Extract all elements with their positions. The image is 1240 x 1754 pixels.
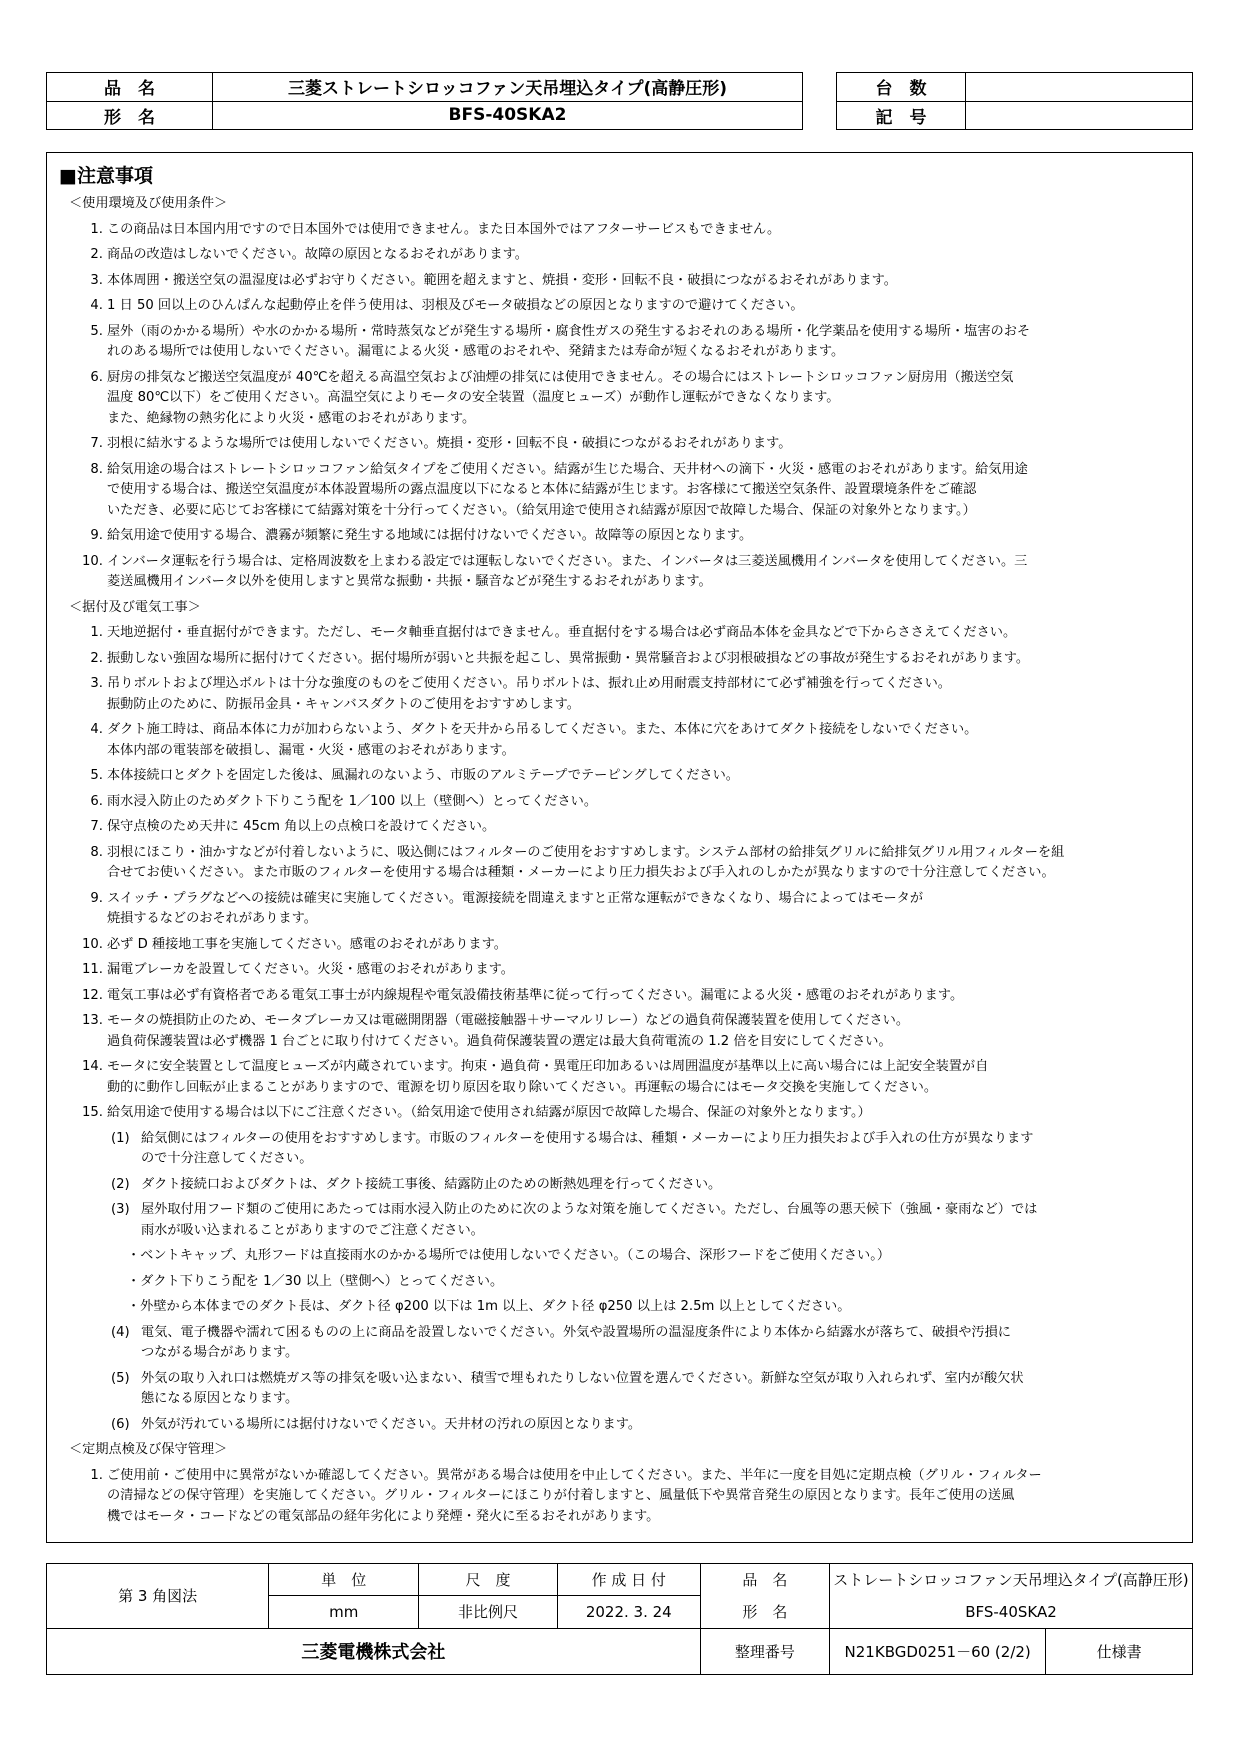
note-line: 羽根にほこり・油かすなどが付着しないように、吸込側にはフィルターのご使用をおすすめします。システム部材の給排気グリルに給排気グリル用フィルターを組 xyxy=(107,844,1065,860)
note-line: 動的に動作し回転が止まることがありますので、電源を切り原因を取り除いてください。再運転の場合にはモータ交換を実施してください。 xyxy=(107,1079,938,1095)
note-bullet xyxy=(47,1272,1192,1293)
item-number: 9. xyxy=(90,528,103,543)
note-item xyxy=(47,935,1192,956)
note-line: 態になる原因となります。 xyxy=(141,1391,299,1406)
note-line: 厨房の排気など搬送空気温度が 40℃を超える高温空気および油煙の排気には使用できません。その場合にはストレートシロッコファン厨房用（搬送空気 xyxy=(107,369,1014,385)
note-line: 機ではモータ・コードなどの電気部品の経年劣化により発煙・発火に至るおそれがあります。 xyxy=(107,1508,660,1524)
scale-value: 非比例尺 xyxy=(419,1596,557,1628)
item-number: 6. xyxy=(90,793,103,809)
doc-type: 仕様書 xyxy=(1046,1628,1193,1674)
company-name: 三菱電機株式会社 xyxy=(47,1628,701,1674)
quantity-label: 台 数 xyxy=(837,73,966,102)
note-line: 本体接続口とダクトを固定した後は、風漏れのないよう、市販のアルミテープでテーピングしてください。 xyxy=(107,768,739,783)
item-number: 4. xyxy=(90,298,103,313)
note-item xyxy=(47,792,1192,813)
item-number: 3. xyxy=(90,676,103,691)
header-table-right xyxy=(836,72,1193,130)
item-number: 13. xyxy=(82,1013,103,1028)
note-line: ・ベントキャップ、丸形フードは直接雨水のかかる場所では使用しないでください。（この場合、深形フードをご使用ください。） xyxy=(127,1248,891,1263)
item-number: 15. xyxy=(82,1105,103,1120)
item-number: (2) xyxy=(111,1176,130,1192)
note-line: モータに安全装置として温度ヒューズが内蔵されています。拘束・過負荷・異電圧印加あるいは周囲温度が基準以上に高い場合には上記安全装置が自 xyxy=(107,1059,989,1074)
footer-table xyxy=(46,1563,1193,1675)
note-line: 保守点検のため天井に 45cm 角以上の点検口を設けてください。 xyxy=(107,819,496,834)
note-line: 必ず D 種接地工事を実施してください。感電のおそれがあります。 xyxy=(107,936,507,952)
note-line: モータの焼損防止のため、モータブレーカ又は電磁開閉器（電磁接触器＋サーマルリレー）などの過負荷保護装置を使用してください。 xyxy=(107,1013,910,1028)
note-line: 羽根に結氷するような場所では使用しないでください。焼損・変形・回転不良・破損につながるおそれがあります。 xyxy=(107,436,792,451)
notes-box xyxy=(46,152,1193,1543)
model-footer: BFS-40SKA2 xyxy=(829,1596,1192,1628)
section-heading: ＜使用環境及び使用条件＞ xyxy=(69,196,228,211)
item-number: (4) xyxy=(111,1324,130,1340)
note-line: 電気、電子機器や濡れて困るものの上に商品を設置しないでください。外気や設置場所の温湿度条件により本体から結露水が落ちて、破損や汚損に xyxy=(141,1324,1011,1340)
item-number: 11. xyxy=(82,962,103,977)
note-line: 漏電ブレーカを設置してください。火災・感電のおそれがあります。 xyxy=(107,962,514,977)
item-number: 5. xyxy=(90,768,103,783)
note-line: 本体周囲・搬送空気の温湿度は必ずお守りください。範囲を超えますと、焼損・変形・回転不良・破損につながるおそれがあります。 xyxy=(107,272,897,288)
item-number: 8. xyxy=(90,461,103,477)
note-item xyxy=(47,245,1192,266)
item-number: 1. xyxy=(90,625,103,640)
note-bullet xyxy=(47,1246,1192,1267)
note-line: 商品の改造はしないでください。故障の原因となるおそれがあります。 xyxy=(107,247,528,262)
date-value: 2022. 3. 24 xyxy=(557,1596,700,1628)
projection-method: 第 3 角図法 xyxy=(47,1564,269,1629)
note-line: 雨水浸入防止のためダクト下りこう配を 1／100 以上（壁側へ）とってください。 xyxy=(107,793,598,809)
item-number: 2. xyxy=(90,650,103,666)
note-item xyxy=(47,1057,1192,1098)
note-item xyxy=(47,889,1192,930)
item-number: 7. xyxy=(90,819,103,834)
note-line: ・外壁から本体までのダクト長は、ダクト径 φ200 以下は 1m 以上、ダクト径 φ250 以上は 2.5m 以上としてください。 xyxy=(127,1299,851,1314)
note-item xyxy=(47,1466,1192,1528)
note-line: 給気側にはフィルターの使用をおすすめします。市販のフィルターを使用する場合は、種類・メーカーにより圧力損失および手入れの仕方が異なります xyxy=(141,1130,1034,1146)
ref-number: N21KBGD0251－60 (2/2) xyxy=(829,1628,1045,1674)
note-subitem xyxy=(47,1200,1192,1241)
item-number: (3) xyxy=(111,1202,130,1217)
model-value: BFS-40SKA2 xyxy=(213,101,803,130)
note-subitem xyxy=(47,1369,1192,1410)
item-number: (1) xyxy=(111,1130,130,1146)
item-number: 4. xyxy=(90,722,103,737)
item-number: (6) xyxy=(111,1416,130,1432)
note-item xyxy=(47,766,1192,787)
symbol-value xyxy=(966,101,1193,130)
item-number: 7. xyxy=(90,436,103,451)
notes-title: ■注意事項 xyxy=(59,165,153,187)
section-heading: ＜据付及び電気工事＞ xyxy=(69,599,201,615)
note-subitem xyxy=(47,1175,1192,1196)
item-number: 6. xyxy=(90,369,103,385)
note-line: 吊りボルトおよび埋込ボルトは十分な強度のものをご使用ください。吊りボルトは、振れ止め用耐震支持部材にて必ず補強を行ってください。 xyxy=(107,676,951,691)
date-label: 作 成 日 付 xyxy=(557,1564,700,1596)
item-number: (5) xyxy=(111,1370,130,1386)
note-item xyxy=(47,368,1192,430)
note-item xyxy=(47,526,1192,547)
item-number: 14. xyxy=(82,1059,103,1074)
item-number: 10. xyxy=(82,553,103,569)
note-item xyxy=(47,1103,1192,1124)
note-item xyxy=(47,434,1192,455)
note-line: 振動防止のために、防振吊金具・キャンバスダクトのご使用をおすすめします。 xyxy=(107,696,580,712)
note-subitem xyxy=(47,1129,1192,1170)
model-label-footer: 形 名 xyxy=(700,1596,829,1628)
item-number: 10. xyxy=(82,936,103,952)
item-number: 1. xyxy=(90,1467,103,1483)
note-item xyxy=(47,220,1192,241)
note-line: スイッチ・プラグなどへの接続は確実に実施してください。電源接続を間違えますと正常な運転ができなくなり、場合によってはモータが xyxy=(107,890,924,906)
note-line: 外気が汚れている場所には据付けないでください。天井材の汚れの原因となります。 xyxy=(141,1416,642,1432)
symbol-label: 記 号 xyxy=(837,101,966,130)
note-line: ・ダクト下りこう配を 1／30 以上（壁側へ）とってください。 xyxy=(127,1273,504,1289)
note-line: ご使用前・ご使用中に異常がないか確認してください。異常がある場合は使用を中止してください。また、半年に一度を目処に定期点検（グリル・フィルター xyxy=(107,1467,1042,1483)
notes-body xyxy=(47,194,1192,1532)
note-line: 過負荷保護装置は必ず機器 1 台ごとに取り付けてください。過負荷保護装置の選定は最大負荷電流の 1.2 倍を目安にしてください。 xyxy=(107,1033,892,1049)
ref-label: 整理番号 xyxy=(700,1628,829,1674)
header-table xyxy=(46,72,803,130)
section-heading: ＜定期点検及び保守管理＞ xyxy=(69,1442,228,1457)
item-number: 3. xyxy=(90,272,103,288)
note-line: ダクト施工時は、商品本体に力が加わらないよう、ダクトを天井から吊るしてください。また、本体に穴をあけてダクト接続をしないでください。 xyxy=(107,722,978,737)
note-line: れのある場所では使用しないでください。漏電による火災・感電のおそれや、発錆または寿命が短くなるおそれがあります。 xyxy=(107,344,845,359)
note-item xyxy=(47,296,1192,317)
note-item xyxy=(47,322,1192,363)
note-line: 合せてお使いください。また市販のフィルターを使用する場合は種類・メーカーにより圧力損失および手入れのしかたが異なりますので十分注意してください。 xyxy=(107,865,1055,880)
product-name-label: 品 名 xyxy=(47,73,213,102)
note-line: 給気用途で使用する場合は以下にご注意ください。（給気用途で使用され結露が原因で故障した場合、保証の対象外となります。） xyxy=(107,1105,871,1120)
item-number: 2. xyxy=(90,247,103,262)
item-number: 12. xyxy=(82,987,103,1003)
note-line: 温度 80℃以下）をご使用ください。高温空気によりモータの安全装置（温度ヒューズ）が動作し運転ができなくなります。 xyxy=(107,390,840,405)
note-line: 電気工事は必ず有資格者である電気工事士が内線規程や電気設備技術基準に従って行ってください。漏電による火災・感電のおそれがあります。 xyxy=(107,987,964,1003)
note-item xyxy=(47,460,1192,522)
product-name-value: 三菱ストレートシロッコファン天吊埋込タイプ(高静圧形) xyxy=(213,73,803,102)
note-line: 焼損するなどのおそれがあります。 xyxy=(107,911,317,926)
note-bullet xyxy=(47,1297,1192,1318)
scale-label: 尺 度 xyxy=(419,1564,557,1596)
item-number: 9. xyxy=(90,890,103,906)
note-line: ダクト接続口およびダクトは、ダクト接続工事後、結露防止のための断熱処理を行ってください。 xyxy=(141,1176,722,1192)
note-item xyxy=(47,817,1192,838)
note-line: の清掃などの保守管理）を実施してください。グリル・フィルターにほこりが付着しますと、風量低下や異常音発生の原因となります。長年ご使用の送風 xyxy=(107,1488,1015,1503)
note-line: つながる場合があります。 xyxy=(141,1345,299,1360)
note-line: 菱送風機用インバータ以外を使用しますと異常な振動・共振・騒音などが発生するおそれがあります。 xyxy=(107,574,712,589)
note-subitem xyxy=(47,1415,1192,1436)
product-name-label-footer: 品 名 xyxy=(700,1564,829,1596)
item-number: 5. xyxy=(90,323,103,339)
unit-label: 単 位 xyxy=(269,1564,419,1596)
note-line: 天地逆据付・垂直据付ができます。ただし、モータ軸垂直据付はできません。垂直据付をする場合は必ず商品本体を金具などで下からささえてください。 xyxy=(107,625,1017,640)
note-item xyxy=(47,623,1192,644)
note-line: 給気用途の場合はストレートシロッコファン給気タイプをご使用ください。結露が生じた場合、天井材への滴下・火災・感電のおそれがあります。給気用途 xyxy=(107,461,1028,477)
note-line: また、絶縁物の熱劣化により火災・感電のおそれがあります。 xyxy=(107,410,476,426)
note-item xyxy=(47,843,1192,884)
note-line: 本体内部の電装部を破損し、漏電・火災・感電のおそれがあります。 xyxy=(107,742,515,758)
note-line: 雨水が吸い込まれることがありますのでご注意ください。 xyxy=(141,1222,484,1238)
note-line: 給気用途で使用する場合、濃霧が頻繁に発生する地域には据付けないでください。故障等の原因となります。 xyxy=(107,528,753,543)
unit-value: mm xyxy=(269,1596,419,1628)
item-number: 1. xyxy=(90,221,103,237)
note-line: 屋外（雨のかかる場所）や水のかかる場所・常時蒸気などが発生する場所・腐食性ガスの発生するおそれのある場所・化学薬品を使用する場所・塩害のおそ xyxy=(107,323,1031,339)
note-item xyxy=(47,720,1192,761)
note-line: ので十分注意してください。 xyxy=(141,1151,313,1166)
note-item xyxy=(47,1011,1192,1052)
note-line: 外気の取り入れ口は燃焼ガス等の排気を吸い込まない、積雪で埋もれたりしない位置を選んでください。新鮮な空気が取り入れられず、室内が酸欠状 xyxy=(141,1370,1024,1386)
note-line: 1 日 50 回以上のひんぱんな起動停止を伴う使用は、羽根及びモータ破損などの原因となりますので避けてください。 xyxy=(107,298,804,313)
note-item xyxy=(47,986,1192,1007)
note-line: この商品は日本国内用ですので日本国外では使用できません。また日本国外ではアフターサービスもできません。 xyxy=(107,221,781,237)
note-line: 振動しない強固な場所に据付けてください。据付場所が弱いと共振を起こし、異常振動・異常騒音および羽根破損などの事故が発生するおそれがあります。 xyxy=(107,650,1030,666)
quantity-value xyxy=(966,73,1193,102)
note-line: いただき、必要に応じてお客様にて結露対策を十分行ってください。（給気用途で使用され結露が原因で故障した場合、保証の対象外となります。） xyxy=(107,502,976,518)
note-item xyxy=(47,649,1192,670)
note-subitem xyxy=(47,1323,1192,1364)
note-item xyxy=(47,271,1192,292)
note-item xyxy=(47,552,1192,593)
note-item xyxy=(47,674,1192,715)
item-number: 8. xyxy=(90,844,103,860)
note-line: 屋外取付用フード類のご使用にあたっては雨水浸入防止のために次のような対策を施してください。ただし、台風等の悪天候下（強風・豪雨など）では xyxy=(141,1202,1038,1217)
note-line: で使用する場合は、搬送空気温度が本体設置場所の露点温度以下になると本体に結露が生じます。お客様にて搬送空気条件、設置環境条件をご確認 xyxy=(107,482,977,497)
model-label: 形 名 xyxy=(47,101,213,130)
note-item xyxy=(47,960,1192,981)
product-name-footer: ストレートシロッコファン天吊埋込タイプ(高静圧形) xyxy=(829,1564,1192,1596)
note-line: インバータ運転を行う場合は、定格周波数を上まわる設定では運転しないでください。また、インバータは三菱送風機用インバータを使用してください。三 xyxy=(107,553,1028,569)
